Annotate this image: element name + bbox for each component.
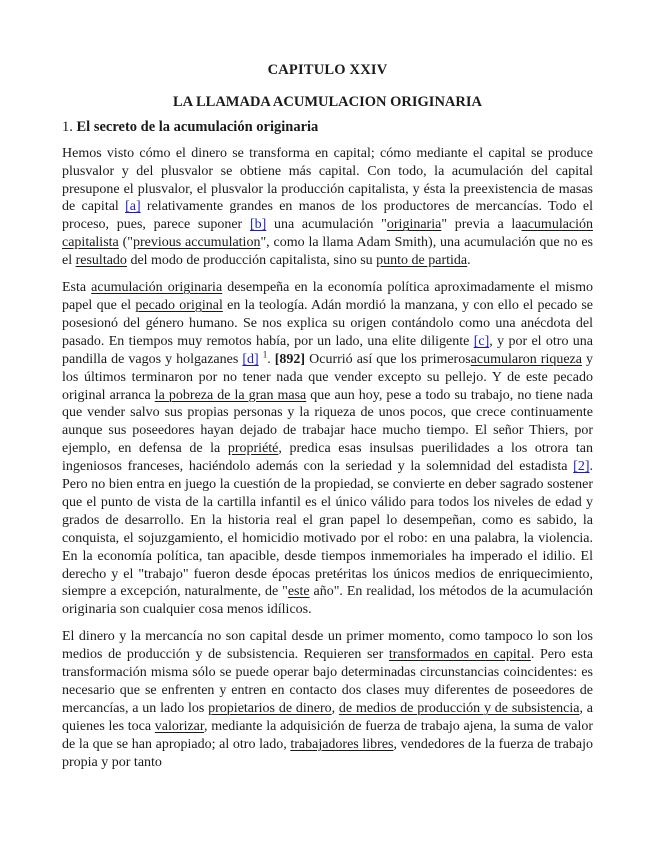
- paragraph-text: ,: [331, 700, 339, 716]
- paragraph-text: y los últimos terminaron por no tener nada que vender excepto su pellejo. Y de este pecado original arranca: [62, 351, 594, 403]
- paragraph-text: , vendedores de la fuerza de trabajo propia y por tanto: [62, 736, 593, 770]
- paragraph-text: " previa a la: [441, 217, 522, 233]
- glossary-term: este: [287, 584, 310, 600]
- paragraph: [62, 628, 593, 771]
- paragraph-text: (": [118, 235, 133, 251]
- glossary-term: punto de partida: [376, 253, 468, 269]
- paragraph-text: . Pero esta transformación misma sólo se puede operar bajo determinadas circunstancias coincidentes: es necesario que se enfrenten y entren en contacto dos clases muy diferentes de poseedores de mercancías, a un lado los: [62, 647, 594, 716]
- glossary-term: acumulación originaria: [91, 280, 223, 296]
- paragraph: [62, 279, 593, 619]
- glossary-term: resultado: [75, 253, 127, 269]
- paragraph-text: ", como la llama Adam Smith), una acumulación que no es el: [62, 235, 593, 269]
- chapter-title: LA LLAMADA ACUMULACION ORIGINARIA: [173, 93, 482, 110]
- glossary-term: acumulación capitalista: [62, 217, 594, 251]
- paragraph-text: del modo de producción capitalista, sino su: [126, 253, 377, 269]
- glossary-term: transformados en capital: [388, 647, 531, 663]
- paragraph-text: , a quienes les toca: [62, 700, 594, 734]
- glossary-term: acumularon riqueza: [470, 351, 582, 367]
- glossary-term: previous accumulation: [132, 235, 261, 251]
- section-number: 1.: [62, 118, 73, 135]
- footnote-link[interactable]: [c]: [473, 333, 490, 349]
- paragraph-text: , y por el otro una pandilla de vagos y holgazanes: [62, 333, 593, 367]
- footnote-link[interactable]: [a]: [125, 199, 141, 215]
- paragraph-text: .: [267, 351, 275, 367]
- footnote-link[interactable]: [d]: [242, 351, 259, 367]
- paragraph-text: Ocurrió así que los primeros: [305, 351, 471, 367]
- paragraph: [62, 145, 593, 270]
- chapter-heading: CAPITULO XXIV: [267, 62, 388, 78]
- glossary-term: originaria: [386, 217, 442, 233]
- paragraph-text: Hemos visto cómo el dinero se transforma en capital; cómo mediante el capital se produce plusvalor y del plusvalor se obtiene más capital. Con todo, la acumulación del capital presupone el plusvalor, el plusvalor la producción capitalista, y ésta la preexistencia de masas de capital: [62, 145, 593, 215]
- glossary-term: pecado original: [135, 297, 223, 313]
- paragraph-text: relativamente grandes en manos de los productores de mercancías. Todo el proceso, pues, parece suponer: [62, 199, 593, 233]
- glossary-term: la pobreza de la gran masa: [154, 387, 307, 403]
- section-heading: [62, 119, 593, 137]
- paragraph-text: , predica esas insulsas puerilidades a los otrora tan ingeniosos franceses, haciéndolo además con la seriedad y la solemnidad del estadista: [62, 441, 593, 475]
- glossary-term: propietarios de dinero: [208, 700, 332, 716]
- glossary-term: valorizar: [154, 718, 204, 734]
- paragraph-text: . Pero no bien entra en juego la cuestión de la propiedad, se convierte en deber sagrado sostener que el punto de vista de la cartilla infantil es el único válido para todos los niveles de edad y grados de desarrollo. En la historia real el gran papel lo desempeñan, como es sabido, la conquista, el sojuzgamiento, el homicidio motivado por el robo: en una palabra, la violencia. En la economía política, tan apacible, desde tiempos inmemoriales ha imperado el idilio. El derecho y el "trabajo" fueron desde épocas pretéritas los únicos medios de enriquecimiento, siempre a excepción, naturalmente, de ": [62, 459, 593, 600]
- section-title: El secreto de la acumulación originaria: [76, 118, 319, 135]
- paragraph-text: .: [467, 253, 471, 269]
- footnote-link[interactable]: [b]: [249, 217, 267, 233]
- paragraph-text: que aun hoy, pese a todo su trabajo, no tiene nada que vender salvo sus propias personas y la riqueza de unos pocos, que crece continuamente aunque sus poseedores hayan dejado de trabajar hace mucho tiempo. El señor Thiers, por ejemplo, en defensa de la: [62, 387, 593, 457]
- paragraph-text: en la teología. Adán mordió la manzana, y con ello el pecado se posesionó del género humano. Se nos explica su origen contándolo como una anécdota del pasado. En tiempos muy remotos había, por un lado, una elite diligente: [62, 297, 594, 349]
- footnote-link[interactable]: [2]: [573, 459, 590, 475]
- paragraph-text: desempeña en la economía política aproximadamente el mismo papel que el: [62, 280, 593, 313]
- paragraph-text: , mediante la adquisición de fuerza de trabajo ajena, la suma de valor de la que se han apropiado; al otro lado,: [62, 718, 593, 752]
- glossary-term: trabajadores libres: [290, 736, 394, 752]
- glossary-term: propriété: [227, 441, 279, 457]
- page-marker: [892]: [274, 351, 306, 367]
- paragraph-text: Esta: [62, 280, 92, 296]
- paragraph-text: El dinero y la mercancía no son capital desde un primer momento, como tampoco lo son los medios de producción y de subsistencia. Requieren ser: [62, 629, 593, 663]
- paragraph-text: año". En realidad, los métodos de la acumulación originaria son cualquier cosa menos idílicos.: [62, 584, 594, 618]
- footnote-number: 1: [262, 349, 268, 360]
- glossary-term: de medios de producción y de subsistencia: [338, 700, 580, 716]
- paragraph-text: una acumulación ": [266, 217, 387, 233]
